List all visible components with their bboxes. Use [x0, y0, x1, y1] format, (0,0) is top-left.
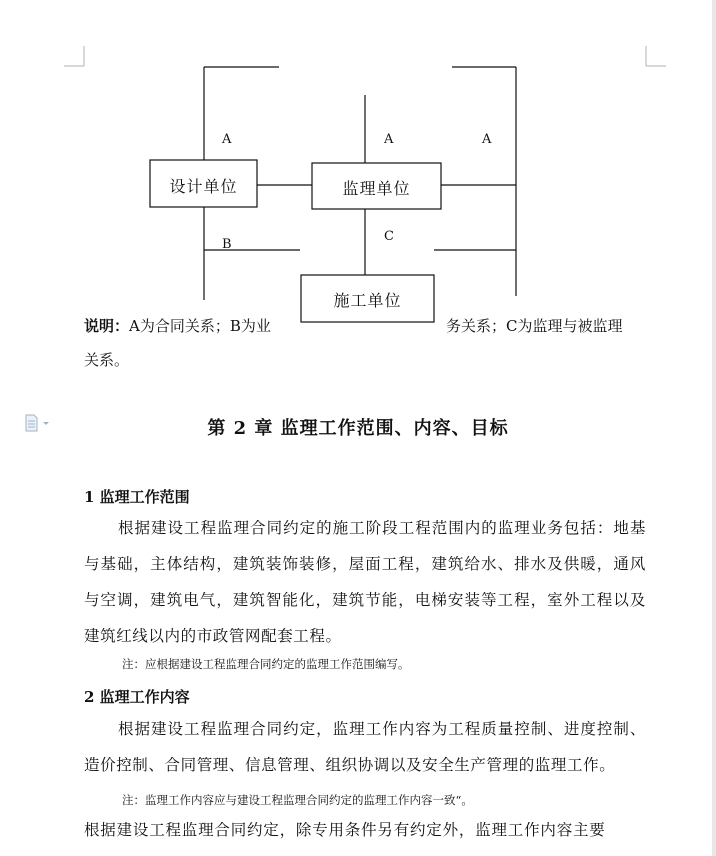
section-body-continued: 根据建设工程监理合同约定，除专用条件另有约定外，监理工作内容主要	[84, 821, 606, 839]
section-heading-content: 2 监理工作内容	[84, 688, 190, 706]
section-note-scope: 注：应根据建设工程监理合同约定的监理工作范围编写。	[122, 657, 410, 671]
diagram-note-line1	[84, 316, 271, 336]
supervision-unit-label: 监理单位	[342, 179, 411, 198]
note-part1: A为合同关系；B为业	[129, 317, 271, 335]
margin-marks	[64, 46, 666, 66]
construction-unit-label: 施工单位	[333, 291, 402, 310]
relation-letter-a-left: A	[222, 132, 232, 147]
diagram-note-line2: 关系。	[84, 351, 130, 369]
relation-letter-a-center: A	[384, 132, 394, 147]
section-note-content: 注：监理工作内容应与建设工程监理合同约定的监理工作内容一致“。	[122, 793, 473, 807]
note-part2: 务关系；C为监理与被监理	[446, 317, 623, 335]
chapter-title: 第 2 章 监理工作范围、内容、目标	[207, 418, 509, 439]
section-body-scope: 根据建设工程监理合同约定的施工阶段工程范围内的监理业务包括：地基与基础，主体结构，建筑装饰装修，屋面工程，建筑给水、排水及供暖，通风与空调，建筑电气，建筑智能化，建筑节能，电梯安装等工程，室外工程以及建筑红线以内的市政管网配套工程。	[84, 519, 646, 645]
relation-letter-b: B	[222, 237, 232, 252]
relation-letter-a-right: A	[482, 132, 492, 147]
section-heading-scope: 1 监理工作范围	[84, 488, 190, 506]
note-label: 说明：	[84, 317, 130, 335]
relation-letter-c: C	[384, 229, 394, 244]
section-body-content: 根据建设工程监理合同约定，监理工作内容为工程质量控制、进度控制、造价控制、合同管理、信息管理、组织协调以及安全生产管理的监理工作。	[84, 720, 646, 774]
design-unit-label: 设计单位	[169, 177, 238, 196]
